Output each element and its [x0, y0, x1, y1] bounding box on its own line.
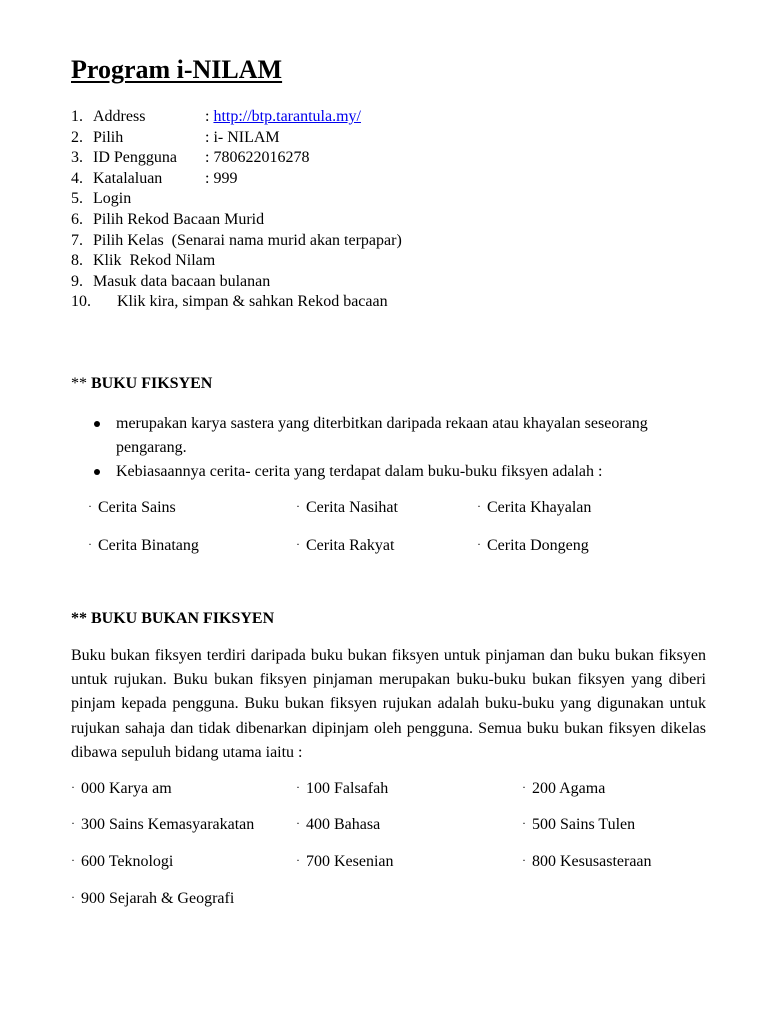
class-item [296, 852, 394, 872]
step-number: 7. [71, 231, 83, 249]
category-item [296, 536, 394, 556]
fiksyen-bullets [90, 412, 720, 484]
value-separator: : [205, 108, 214, 125]
middot-icon: · [71, 816, 75, 830]
class-item [71, 815, 254, 835]
category-label: Cerita Khayalan [487, 499, 592, 516]
category-item [477, 498, 591, 518]
step-label: Katalaluan [93, 169, 163, 187]
class-label: 000 Karya am [81, 780, 172, 797]
class-item [522, 779, 605, 799]
step-label: Pilih [93, 128, 124, 146]
class-item [71, 889, 234, 909]
bukan-fiksyen-paragraph: Buku bukan fiksyen terdiri daripada buku bukan fiksyen untuk pinjaman dan buku bukan fiksyen untuk rujukan. Buku bukan fiksyen pinjaman merupakan buku-buku bukan fiksyen yang diberi pinjam kepada pengguna. Buku bukan fiksyen rujukan adalah buku-buku yang digunakan untuk rujukan sahaja dan tidak dibenarkan dipinjam oleh pengguna. Semua buku bukan fiksyen dikelas dibawa sepuluh bidang utama iaitu : [71, 647, 706, 761]
step-value: : 780622016278 [205, 149, 310, 167]
category-item [477, 536, 589, 556]
step-number: 2. [71, 128, 83, 146]
step-number: 3. [71, 149, 83, 167]
heading-stars: ** [71, 610, 87, 627]
bullet-item [90, 460, 720, 484]
class-label: 100 Falsafah [306, 780, 389, 797]
step-number: 8. [71, 252, 83, 270]
middot-icon: · [296, 816, 300, 830]
class-label: 300 Sains Kemasyarakatan [81, 816, 255, 833]
middot-icon: · [71, 890, 75, 904]
step-number: 10. [71, 293, 91, 311]
page-title: Program i-NILAM [71, 55, 283, 84]
middot-icon: · [71, 780, 75, 794]
heading-stars: ** [71, 375, 87, 392]
step-label: Klik Rekod Nilam [93, 252, 216, 270]
middot-icon: · [88, 499, 92, 513]
step-label: Masuk data bacaan bulanan [93, 272, 271, 290]
class-label: 700 Kesenian [306, 853, 394, 870]
step-label: Klik kira, simpan & sahkan Rekod bacaan [117, 293, 388, 311]
middot-icon: · [477, 499, 481, 513]
step-number: 4. [71, 169, 83, 187]
middot-icon: · [88, 537, 92, 551]
bullet-dot-icon [94, 469, 100, 475]
bullet-dot-icon [94, 421, 100, 427]
middot-icon: · [296, 853, 300, 867]
category-item [88, 536, 199, 556]
fiksyen-heading [71, 374, 212, 394]
class-item [522, 815, 635, 835]
step-number: 6. [71, 210, 83, 228]
class-item [296, 779, 388, 799]
middot-icon: · [71, 853, 75, 867]
middot-icon: · [522, 816, 526, 830]
step-label: ID Pengguna [93, 149, 177, 167]
category-label: Cerita Sains [98, 499, 176, 516]
category-item [296, 498, 398, 518]
class-item [71, 852, 173, 872]
class-item [522, 852, 652, 872]
step-label: Pilih Rekod Bacaan Murid [93, 210, 265, 228]
heading-text: BUKU BUKAN FIKSYEN [91, 610, 275, 627]
class-item [296, 815, 380, 835]
step-number: 9. [71, 272, 83, 290]
class-label: 500 Sains Tulen [532, 816, 636, 833]
heading-text: BUKU FIKSYEN [91, 375, 213, 392]
address-link[interactable]: http://btp.tarantula.my/ [213, 108, 361, 125]
middot-icon: · [522, 853, 526, 867]
bullet-text: merupakan karya sastera yang diterbitkan daripada rekaan atau khayalan seseorang pengarang. [116, 415, 648, 456]
bullet-text: Kebiasaannya cerita- cerita yang terdapat dalam buku-buku fiksyen adalah : [116, 463, 603, 480]
step-label: Login [93, 190, 132, 208]
step-number: 1. [71, 108, 83, 125]
category-label: Cerita Binatang [98, 537, 199, 554]
middot-icon: · [296, 780, 300, 794]
bullet-item [90, 412, 720, 460]
step-value: : 999 [205, 169, 238, 187]
class-label: 800 Kesusasteraan [532, 853, 652, 870]
category-item [88, 498, 176, 518]
class-label: 400 Bahasa [306, 816, 381, 833]
middot-icon: · [296, 537, 300, 551]
class-label: 200 Agama [532, 780, 606, 797]
category-label: Cerita Dongeng [487, 537, 589, 554]
class-item [71, 779, 172, 799]
middot-icon: · [477, 537, 481, 551]
middot-icon: · [296, 499, 300, 513]
class-label: 900 Sejarah & Geografi [81, 890, 235, 907]
step-value [205, 107, 361, 128]
step-label: Pilih Kelas (Senarai nama murid akan terpapar) [93, 231, 402, 249]
category-label: Cerita Rakyat [306, 537, 395, 554]
step-label: Address [93, 108, 146, 125]
step-value: : i- NILAM [205, 128, 280, 146]
middot-icon: · [522, 780, 526, 794]
step-number: 5. [71, 190, 83, 208]
category-label: Cerita Nasihat [306, 499, 398, 516]
bukan-fiksyen-heading [71, 609, 274, 629]
class-label: 600 Teknologi [81, 853, 174, 870]
